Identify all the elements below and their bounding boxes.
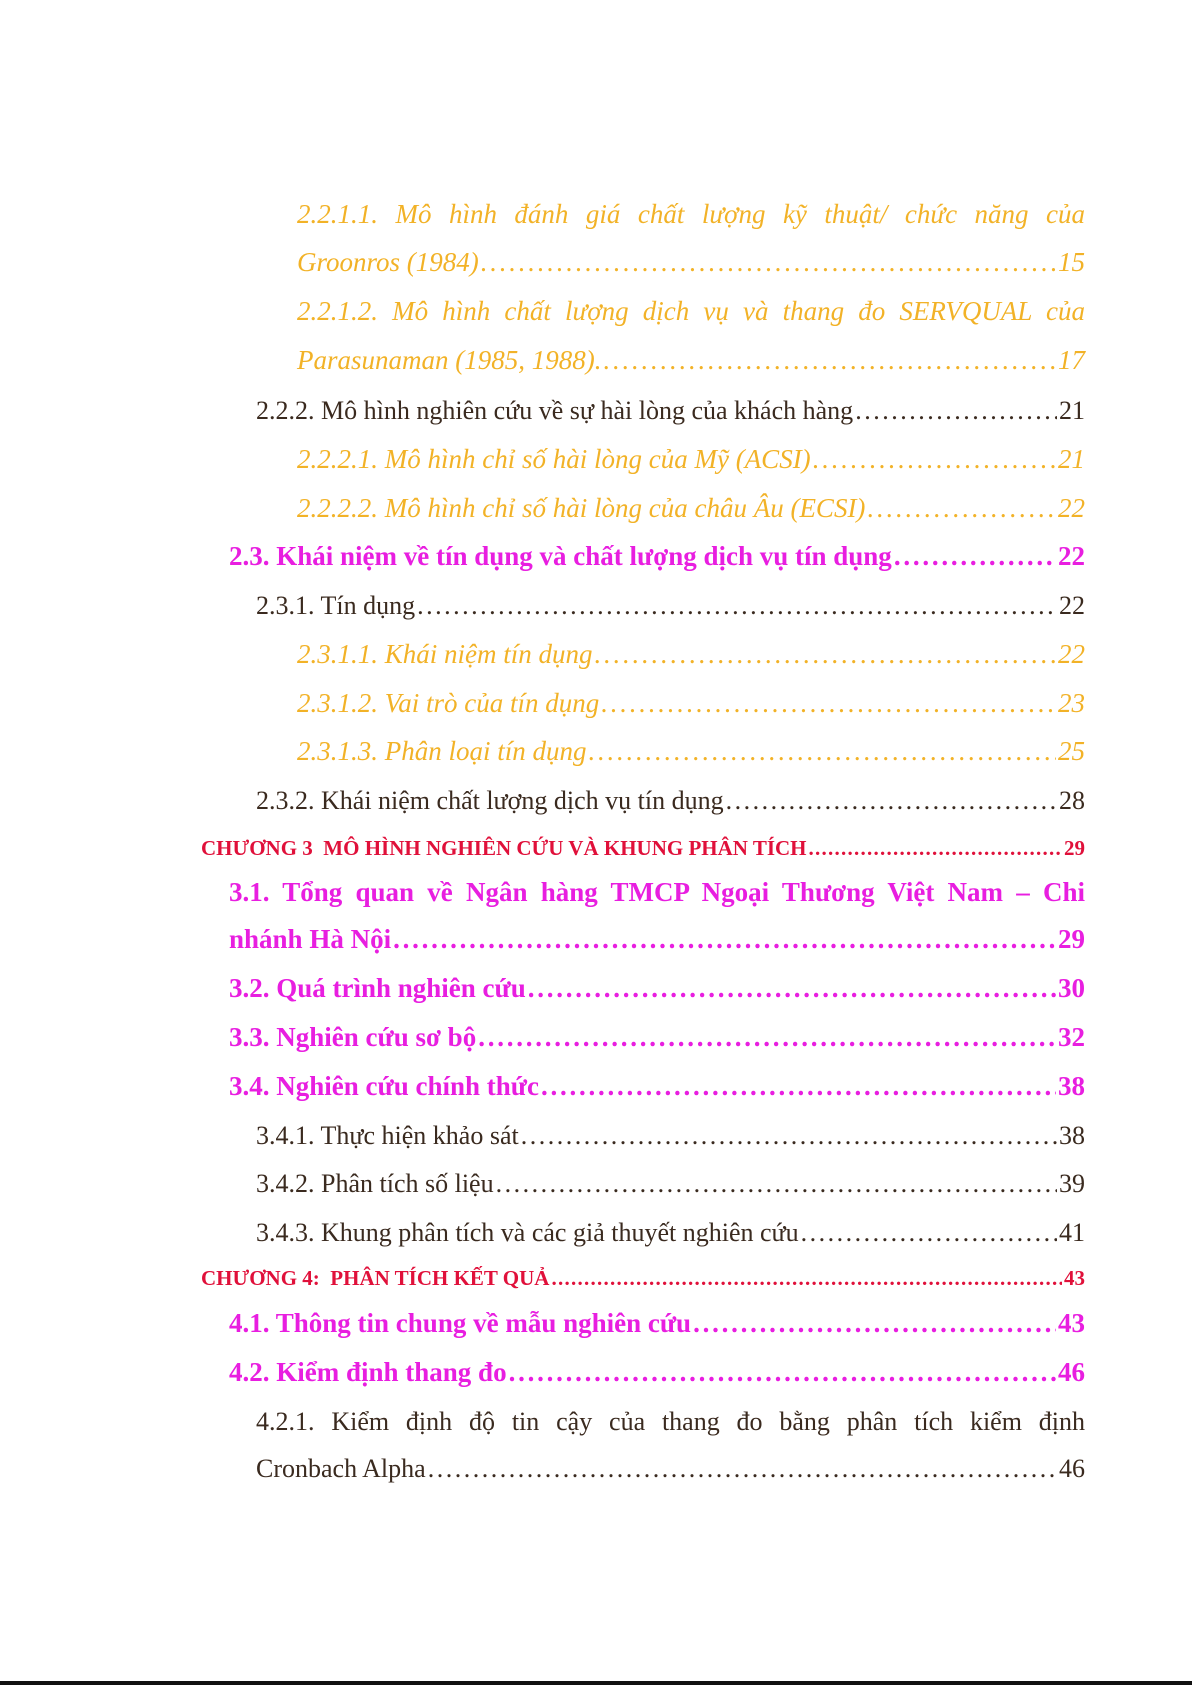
dot-leader: [481, 247, 1056, 278]
toc-page-number: 23: [1058, 688, 1085, 718]
toc-entry-text: 2.3.2. Khái niệm chất lượng dịch vụ tín dụng: [256, 786, 724, 815]
toc-entry-text: 2.3.1. Tín dụng: [256, 591, 416, 620]
toc-entry-3-1-line1[interactable]: 3.1. Tổng quan về Ngân hàng TMCP Ngoại Thương Việt Nam – Chi: [229, 877, 1085, 907]
toc-entry-2-3-1-3[interactable]: [297, 736, 1085, 767]
dot-leader: [521, 1121, 1057, 1151]
toc-entry-4-2-1-line1[interactable]: 4.2.1. Kiểm định độ tin cậy của thang đo bằng phân tích kiểm định: [256, 1407, 1085, 1436]
toc-entry-text: 2.3.1.3. Phân loại tín dụng: [297, 736, 587, 766]
toc-entry-text: Cronbach Alpha: [256, 1454, 426, 1483]
toc-page-number: 32: [1058, 1022, 1085, 1052]
toc-page-number: 43: [1064, 1266, 1085, 1290]
toc-page-number: 43: [1058, 1308, 1085, 1338]
toc-entry-text: 3.4.1. Thực hiện khảo sát: [256, 1121, 519, 1150]
dot-leader: [855, 396, 1057, 426]
toc-entry-4-2-1[interactable]: [256, 1454, 1085, 1484]
toc-page-number: 15: [1058, 247, 1085, 277]
toc-page-number: 38: [1059, 1121, 1085, 1150]
toc-entry-3-4-3[interactable]: [256, 1218, 1085, 1248]
toc-entry-4-1[interactable]: [229, 1308, 1085, 1339]
toc-entry-text: Groonros (1984): [297, 247, 479, 277]
toc-entry-text: 2.3.1.1. Khái niệm tín dụng: [297, 639, 593, 669]
toc-page-number: 22: [1058, 493, 1085, 523]
toc-entry-3-3[interactable]: [229, 1022, 1085, 1053]
toc-entry-text: 3.4. Nghiên cứu chính thức: [229, 1071, 539, 1101]
toc-page-number: 22: [1058, 639, 1085, 669]
dot-leader: [428, 1454, 1057, 1484]
toc-page-number: 39: [1059, 1169, 1085, 1198]
toc-entry-chapter-3[interactable]: [201, 836, 1085, 861]
toc-entry-2-2-1-1[interactable]: [297, 247, 1085, 278]
toc-entry-2-2-1-1-line1[interactable]: 2.2.1.1. Mô hình đánh giá chất lượng kỹ thuật/ chức năng của: [297, 199, 1085, 229]
toc-page-number: 21: [1059, 396, 1085, 425]
dot-leader: [801, 1218, 1057, 1248]
toc-entry-text: CHƯƠNG 3 MÔ HÌNH NGHIÊN CỨU VÀ KHUNG PHÂN TÍCH: [201, 836, 807, 860]
toc-entry-3-4-1[interactable]: [256, 1121, 1085, 1151]
dot-leader: [528, 973, 1056, 1004]
toc-entry-2-3-1-2[interactable]: [297, 688, 1085, 719]
toc-page-number: 38: [1058, 1071, 1085, 1101]
toc-entry-text: 2.2.2.1. Mô hình chỉ số hài lòng của Mỹ (ACSI): [297, 444, 811, 474]
dot-leader: [809, 836, 1062, 861]
dot-leader: [894, 541, 1056, 572]
dot-leader: [541, 1071, 1056, 1102]
toc-entry-3-1[interactable]: [229, 924, 1085, 955]
toc-entry-3-4[interactable]: [229, 1071, 1085, 1102]
toc-entry-text: 3.3. Nghiên cứu sơ bộ: [229, 1022, 477, 1052]
dot-leader: [867, 493, 1056, 524]
toc-entry-2-2-2[interactable]: [256, 396, 1085, 426]
dot-leader: [813, 444, 1056, 475]
toc-entry-2-2-2-1[interactable]: [297, 444, 1085, 475]
toc-entry-text: 2.3.1.2. Vai trò của tín dụng: [297, 688, 600, 718]
toc-page-number: 46: [1059, 1454, 1085, 1483]
toc-page-number: 29: [1058, 924, 1085, 954]
toc-entry-text: 2.2.2.2. Mô hình chỉ số hài lòng của châu Âu (ECSI): [297, 493, 866, 523]
toc-entry-4-2[interactable]: [229, 1357, 1085, 1388]
dot-leader: [589, 736, 1057, 767]
toc-page-number: 46: [1058, 1357, 1085, 1387]
dot-leader: [604, 345, 1057, 376]
toc-entry-2-3[interactable]: [229, 541, 1085, 572]
toc-entry-text: CHƯƠNG 4: PHÂN TÍCH KẾT QUẢ: [201, 1266, 550, 1290]
toc-entry-3-2[interactable]: [229, 973, 1085, 1004]
toc-entry-2-3-1[interactable]: [256, 591, 1085, 621]
dot-leader: [551, 1266, 1062, 1291]
dot-leader: [478, 1022, 1056, 1053]
toc-page-number: 17: [1058, 345, 1085, 375]
toc-page-number: 22: [1059, 591, 1085, 620]
toc-page-number: 28: [1059, 786, 1085, 815]
toc-page-number: 25: [1058, 736, 1085, 766]
toc-entry-2-3-1-1[interactable]: [297, 639, 1085, 670]
toc-entry-text: nhánh Hà Nội: [229, 924, 392, 954]
toc-page-number: 21: [1058, 444, 1085, 474]
toc-entry-text: 3.4.3. Khung phân tích và các giả thuyết nghiên cứu: [256, 1218, 799, 1247]
toc-page-number: 22: [1058, 541, 1085, 571]
toc-entry-2-2-1-2-line1[interactable]: 2.2.1.2. Mô hình chất lượng dịch vụ và thang đo SERVQUAL của: [297, 296, 1085, 326]
toc-entry-text: 4.1. Thông tin chung về mẫu nghiên cứu: [229, 1308, 692, 1338]
toc-entry-2-2-1-2[interactable]: [297, 345, 1085, 376]
toc-page-number: 29: [1064, 836, 1085, 860]
toc-entry-text: 3.2. Quá trình nghiên cứu: [229, 973, 526, 1003]
toc-entry-3-4-2[interactable]: [256, 1169, 1085, 1199]
toc-entry-2-3-2[interactable]: [256, 786, 1085, 816]
dot-leader: [595, 639, 1057, 670]
toc-entry-2-2-2-2[interactable]: [297, 493, 1085, 524]
dot-leader: [509, 1357, 1056, 1388]
toc-page-number: 41: [1059, 1218, 1085, 1247]
toc-entry-text: 4.2. Kiểm định thang đo: [229, 1357, 507, 1387]
toc-entry-text: Parasunaman (1985, 1988).: [297, 345, 602, 375]
dot-leader: [496, 1169, 1057, 1199]
toc-entry-text: 3.4.2. Phân tích số liệu: [256, 1169, 494, 1198]
toc-entry-text: 2.3. Khái niệm về tín dụng và chất lượng dịch vụ tín dụng: [229, 541, 892, 571]
page-bottom-border: [0, 1681, 1192, 1685]
dot-leader: [726, 786, 1057, 816]
dot-leader: [693, 1308, 1056, 1339]
toc-page-number: 30: [1058, 973, 1085, 1003]
toc-entry-chapter-4[interactable]: [201, 1266, 1085, 1291]
dot-leader: [417, 591, 1057, 621]
dot-leader: [393, 924, 1056, 955]
dot-leader: [601, 688, 1056, 719]
toc-entry-text: 2.2.2. Mô hình nghiên cứu về sự hài lòng của khách hàng: [256, 396, 854, 425]
